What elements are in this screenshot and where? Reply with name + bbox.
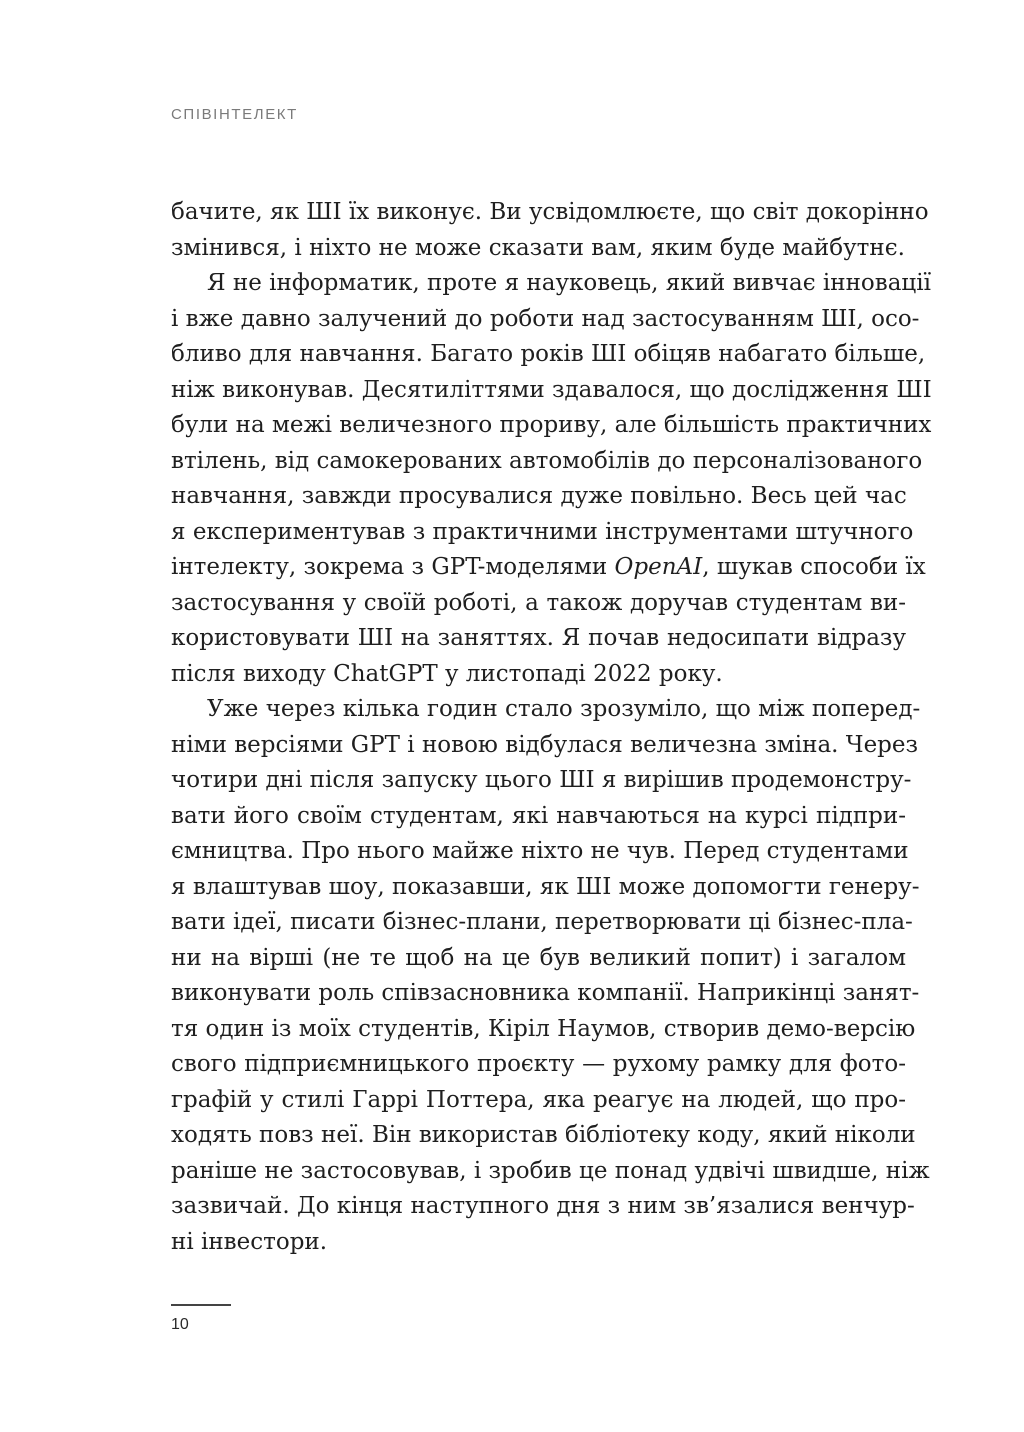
body-text [171, 195, 932, 1260]
text-line: ни на вірші (не те щоб на це був великий попит) і загалом [171, 944, 906, 971]
running-head: СПІВІНТЕЛЕКТ [171, 106, 298, 123]
text-line: ніж виконував. Десятиліттями здавалося, що дослідження ШІ [171, 376, 932, 403]
text-line: ходять повз неї. Він використав бібліотеку коду, який ніколи [171, 1122, 916, 1148]
text-line: я влаштував шоу, показавши, як ШІ може допомогти генеру- [171, 873, 920, 900]
text-line: були на межі величезного прориву, але більшість практичних [171, 412, 932, 438]
text-line: тя один із моїх студентів, Кіріл Наумов, створив демо-версію [171, 1015, 916, 1042]
text-line: Я не інформатик, проте я науковець, який вивчає інновації [207, 270, 931, 296]
text-line: вати його своїм студентам, які навчаються на курсі підпри- [171, 802, 906, 829]
text-line: чотири дні після запуску цього ШІ я вирішив продемонстру- [171, 767, 912, 793]
text-line: графій у стилі Гаррі Поттера, яка реагує на людей, що про- [171, 1086, 906, 1113]
text-line: і вже давно залучений до роботи над застосуванням ШІ, осо- [171, 305, 920, 332]
text-line: Уже через кілька годин стало зрозуміло, що між поперед- [207, 696, 921, 722]
text-line: бливо для навчання. Багато років ШІ обіцяв набагато більше, [171, 341, 926, 367]
text-line: зазвичай. До кінця наступного дня з ним зв’язалися венчур- [171, 1193, 915, 1219]
text-line: змінився, і ніхто не може сказати вам, яким буде майбутнє. [171, 234, 905, 261]
text-line: застосування у своїй роботі, а також доручав студентам ви- [171, 589, 906, 616]
text-line: навчання, завжди просувалися дуже повільно. Весь цей час [171, 483, 907, 509]
footer-rule [171, 1304, 231, 1306]
text-line: користовувати ШІ на заняттях. Я почав недосипати відразу [171, 625, 906, 651]
text-line: втілень, від самокерованих автомобілів до персоналізованого [171, 447, 923, 474]
text-line: вати ідеї, писати бізнес-плани, перетворювати ці бізнес-пла- [171, 909, 913, 935]
text-line: раніше не застосовував, і зробив це понад удвічі швидше, ніж [171, 1157, 930, 1184]
text-line: після виходу ChatGPT у листопаді 2022 року. [171, 660, 723, 687]
text-line: німи версіями GPT і новою відбулася величезна зміна. Через [171, 731, 919, 758]
text-line: бачите, як ШІ їх виконує. Ви усвідомлюєте, що світ докорінно [171, 199, 929, 225]
text-line: виконувати роль співзасновника компанії. Наприкінці занят- [171, 980, 920, 1006]
text-run: інтелекту, зокрема з GPT-моделями [171, 554, 615, 580]
text-line: ємництва. Про нього майже ніхто не чув. Перед студентами [171, 838, 909, 864]
text-line [171, 550, 926, 586]
text-line: ні інвестори. [171, 1228, 328, 1255]
text-line: я експериментував з практичними інструментами штучного [171, 518, 914, 545]
page-number: 10 [171, 1316, 189, 1333]
text-run: , шукав способи їх [702, 554, 926, 580]
italic-run: OpenAI [614, 554, 703, 580]
text-line: свого підприємницького проєкту — рухому рамку для фото- [171, 1051, 906, 1077]
